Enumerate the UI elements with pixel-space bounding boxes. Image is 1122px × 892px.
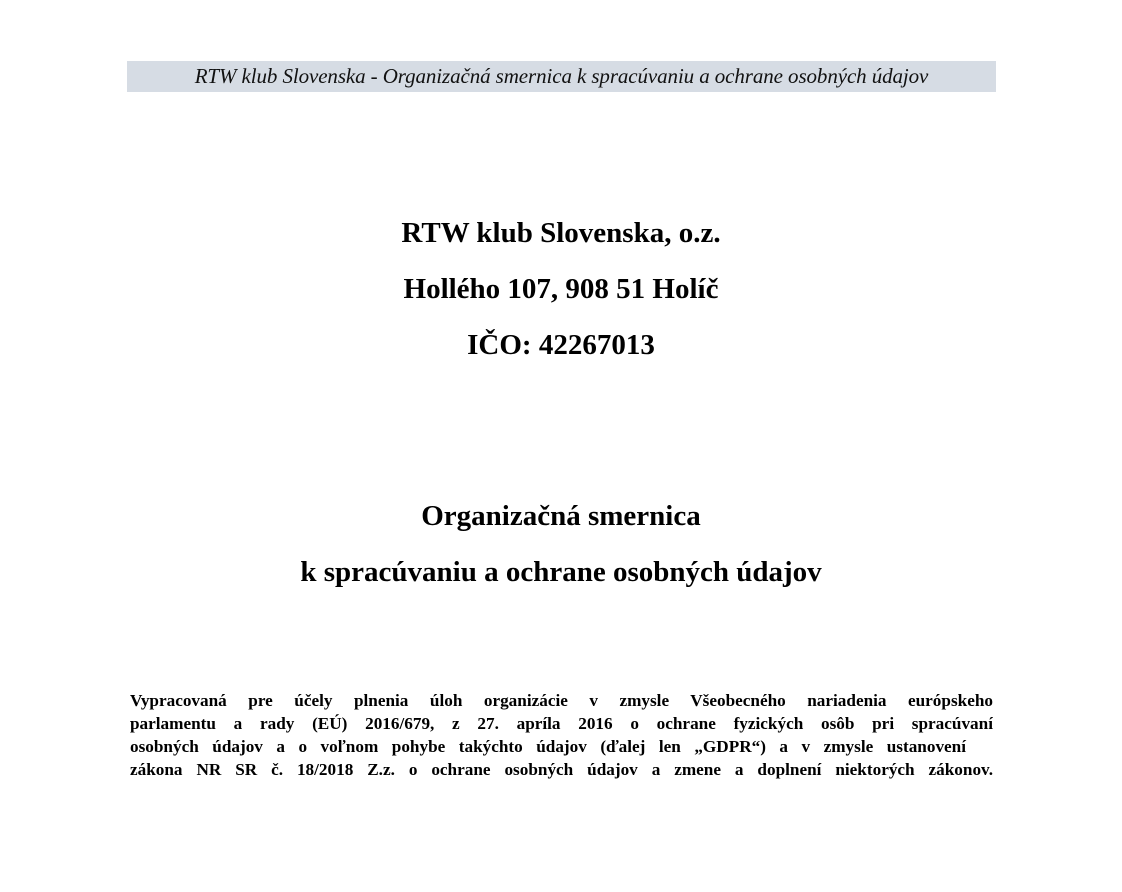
organization-block (0, 205, 1122, 373)
description-line: zákona NR SR č. 18/2018 Z.z. o ochrane osobných údajov a zmene a doplnení niektorých zákonov. (130, 760, 993, 779)
document-title-line-1: Organizačná smernica (421, 500, 701, 532)
description-line: parlamentu a rady (EÚ) 2016/679, z 27. apríla 2016 o ochrane fyzických osôb pri spracúvaní (130, 714, 993, 733)
organization-address: Hollého 107, 908 51 Holíč (403, 273, 719, 305)
document-title (0, 488, 1122, 600)
description-line: Vypracovaná pre účely plnenia úloh organizácie v zmysle Všeobecného nariadenia európskeho (130, 691, 993, 710)
document-description (130, 689, 993, 781)
organization-name: RTW klub Slovenska, o.z. (401, 217, 721, 249)
document-title-line-2: k spracúvaniu a ochrane osobných údajov (300, 556, 822, 588)
description-line: osobných údajov a o voľnom pohybe takýchto údajov (ďalej len „GDPR“) a v zmysle ustanovení (130, 737, 967, 756)
running-header-title: RTW klub Slovenska - Organizačná smernica k spracúvaniu a ochrane osobných údajov (194, 64, 929, 88)
organization-ico: IČO: 42267013 (467, 329, 655, 361)
running-header (127, 61, 996, 92)
